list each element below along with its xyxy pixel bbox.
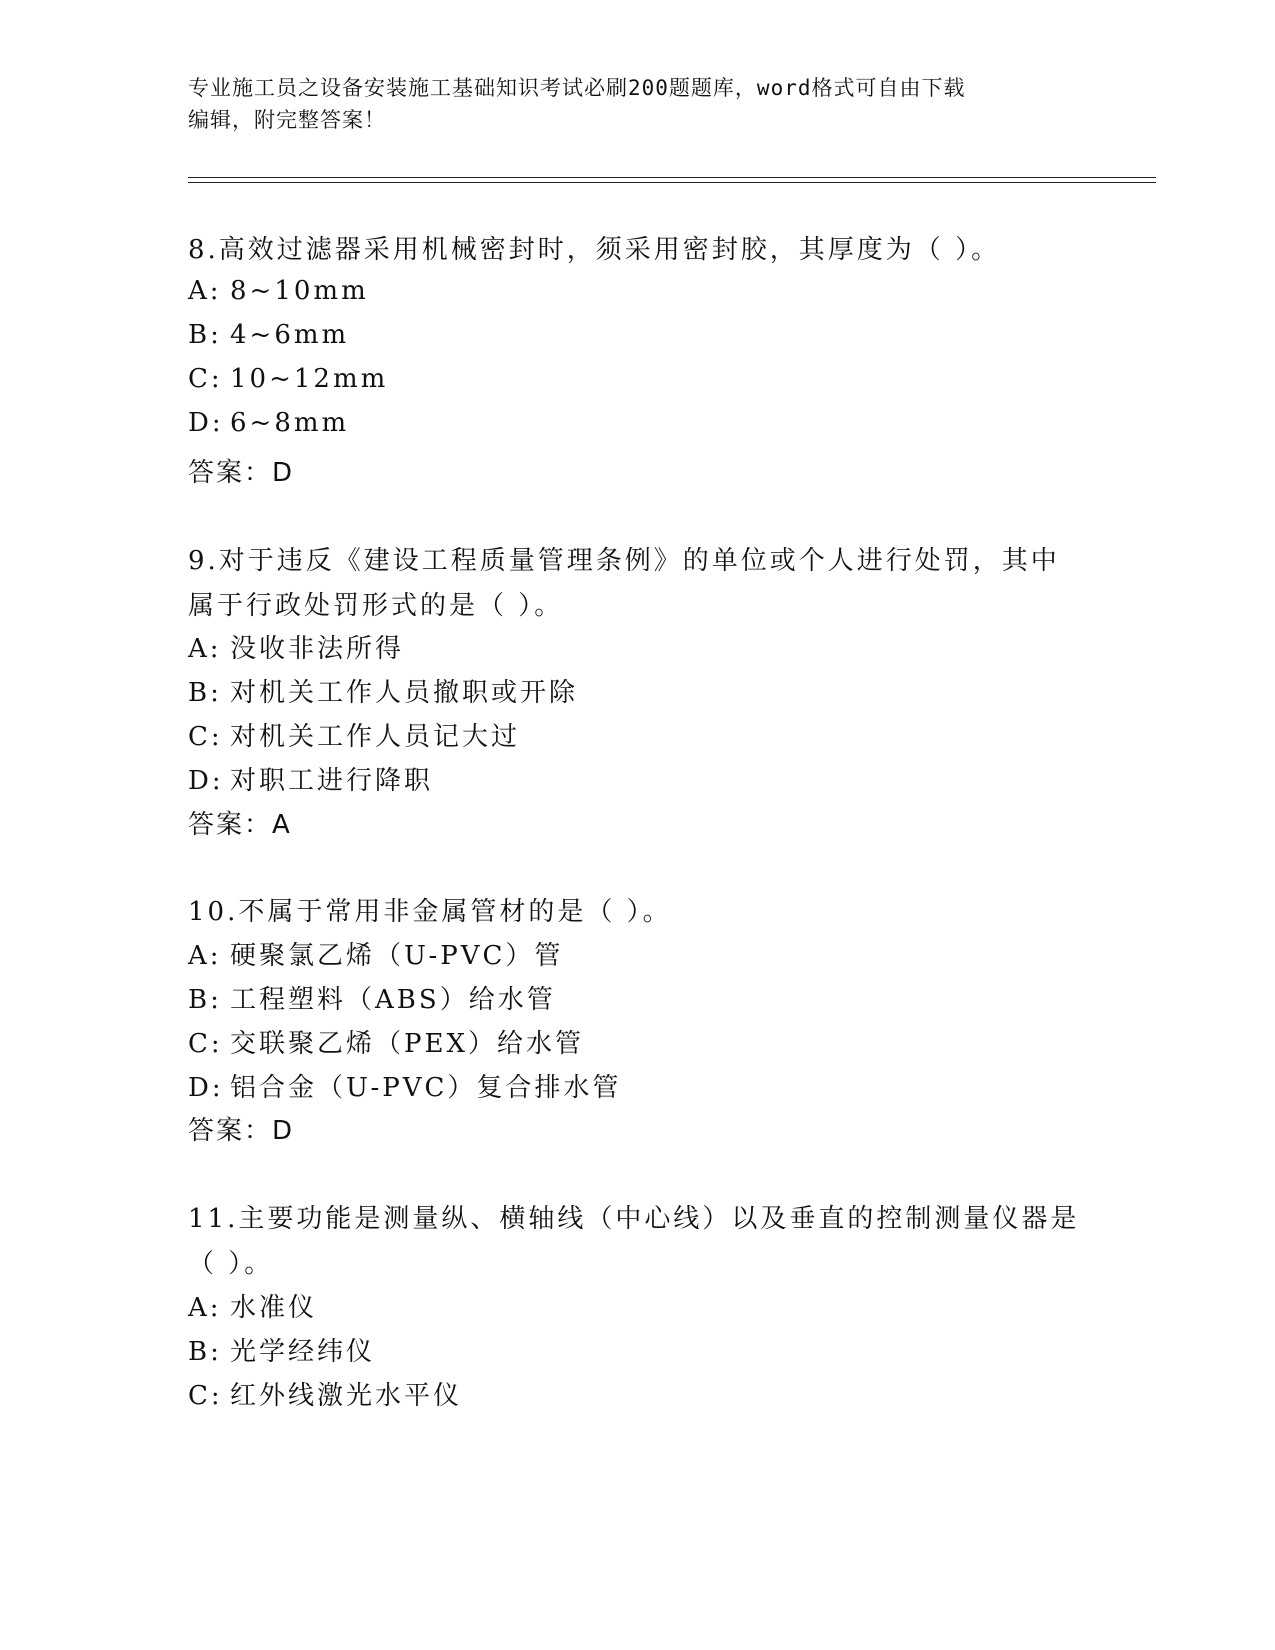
header-rule-top	[188, 177, 1156, 178]
option-a	[188, 935, 563, 972]
option-a	[188, 1287, 317, 1324]
option-letter: C:	[188, 1381, 223, 1411]
question-text: 8.高效过滤器采用机械密封时，须采用密封胶，其厚度为（ ）。	[188, 235, 1001, 265]
option-letter: A:	[188, 941, 222, 971]
option-letter: A:	[188, 276, 222, 306]
option-a	[188, 276, 369, 306]
option-letter: D:	[188, 408, 224, 438]
option-text: 对机关工作人员记大过	[230, 722, 521, 752]
option-letter: B:	[188, 320, 222, 350]
option-letter: A:	[188, 1293, 222, 1323]
option-letter: D:	[188, 1073, 224, 1103]
answer-line: 答案：D	[188, 1116, 295, 1146]
option-c	[188, 1375, 462, 1412]
option-b	[188, 979, 556, 1016]
option-b	[188, 320, 349, 350]
option-b	[188, 672, 578, 709]
option-d	[188, 1067, 621, 1104]
answer-line: 答案：D	[188, 458, 295, 488]
option-c	[188, 1023, 584, 1060]
option-letter: B:	[188, 678, 222, 708]
option-text: 光学经纬仪	[230, 1337, 376, 1367]
option-a	[188, 628, 404, 665]
header-line-1: 专业施工员之设备安装施工基础知识考试必刷200题题库，word格式可自由下载	[188, 76, 966, 100]
option-text: 交联聚乙烯（PEX）给水管	[230, 1029, 584, 1059]
question-text: 11.主要功能是测量纵、横轴线（中心线）以及垂直的控制测量仪器是	[188, 1204, 1080, 1234]
option-letter: D:	[188, 766, 224, 796]
option-text: 铝合金（U-PVC）复合排水管	[230, 1073, 622, 1103]
option-c	[188, 716, 520, 753]
answer-line: 答案：A	[188, 810, 292, 840]
header-rule-bottom	[188, 182, 1156, 183]
option-text: 对机关工作人员撤职或开除	[230, 678, 579, 708]
option-text: 没收非法所得	[230, 634, 405, 664]
option-c	[188, 364, 388, 394]
option-text: 对职工进行降职	[230, 766, 434, 796]
question-text: 9.对于违反《建设工程质量管理条例》的单位或个人进行处罚，其中	[188, 546, 1060, 576]
option-text: 8~10mm	[230, 276, 369, 306]
option-letter: C:	[188, 1029, 223, 1059]
option-text: 4~6mm	[230, 320, 350, 350]
option-d	[188, 408, 349, 438]
option-d	[188, 760, 433, 797]
option-text: 工程塑料（ABS）给水管	[230, 985, 556, 1015]
question-text-continued: 属于行政处罚形式的是（ ）。	[188, 591, 564, 621]
option-letter: C:	[188, 364, 223, 394]
option-text: 硬聚氯乙烯（U-PVC）管	[230, 941, 564, 971]
option-text: 红外线激光水平仪	[230, 1381, 463, 1411]
option-letter: B:	[188, 985, 222, 1015]
option-letter: B:	[188, 1337, 222, 1367]
header-line-2: 编辑，附完整答案！	[188, 108, 386, 132]
option-b	[188, 1331, 375, 1368]
option-letter: A:	[188, 634, 222, 664]
option-text: 水准仪	[230, 1293, 318, 1323]
option-letter: C:	[188, 722, 223, 752]
option-text: 6~8mm	[230, 408, 350, 438]
option-text: 10~12mm	[230, 364, 389, 394]
question-text: 10.不属于常用非金属管材的是（ ）。	[188, 897, 672, 927]
question-text-continued: （ ）。	[188, 1249, 274, 1279]
document-header	[188, 72, 1088, 136]
